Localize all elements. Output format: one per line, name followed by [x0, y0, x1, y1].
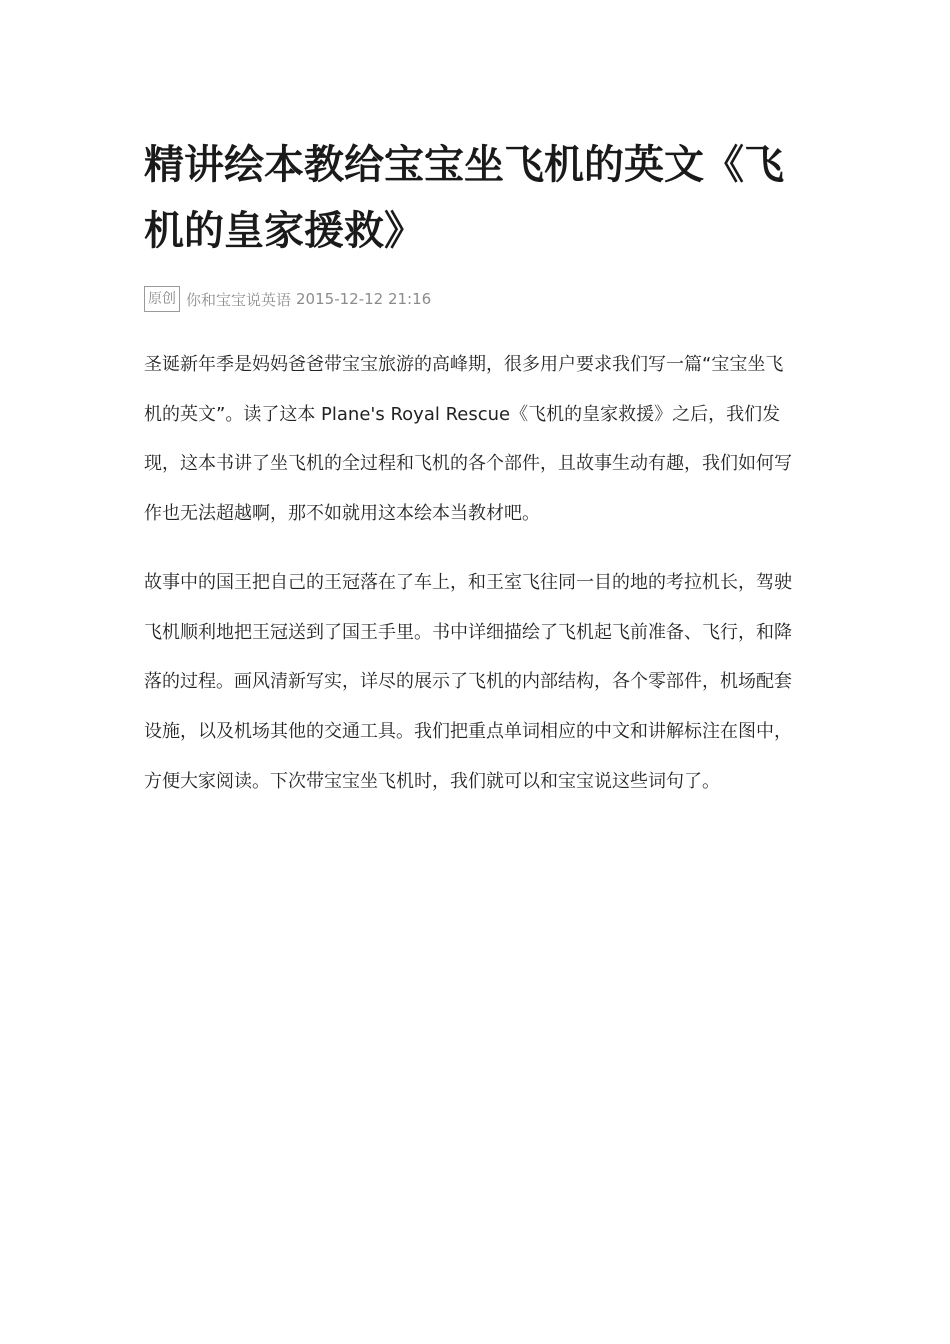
article-title: 精讲绘本教给宝宝坐飞机的英文《飞机的皇家援救》 [144, 142, 784, 254]
original-badge: 原创 [144, 286, 180, 312]
article [144, 132, 798, 806]
publish-datetime: 2015-12-12 21:16 [296, 290, 432, 308]
body-paragraph-2: 故事中的国王把自己的王冠落在了车上，和王室飞往同一目的地的考拉机长，驾驶飞机顺利地把王冠送到了国王手里。书中详细描绘了飞机起飞前准备、飞行，和降落的过程。画风清新写实，详尽的展示了飞机的内部结构，各个零部件，机场配套设施，以及机场其他的交通工具。我们把重点单词相应的中文和讲解标注在图中，方便大家阅读。下次带宝宝坐飞机时，我们就可以和宝宝说这些词句了。 [144, 571, 792, 792]
article-meta [144, 284, 798, 314]
author-name[interactable]: 你和宝宝说英语 [186, 290, 292, 309]
body-paragraph-1: 圣诞新年季是妈妈爸爸带宝宝旅游的高峰期，很多用户要求我们写一篇“宝宝坐飞机的英文”。读了这本 Plane's Royal Rescue《飞机的皇家救援》之后，我们发现，这本书讲了坐飞机的全过程和飞机的各个部件，且故事生动有趣，我们如何写作也无法超越啊，那不如就用这本绘本当教材吧。 [144, 354, 792, 525]
